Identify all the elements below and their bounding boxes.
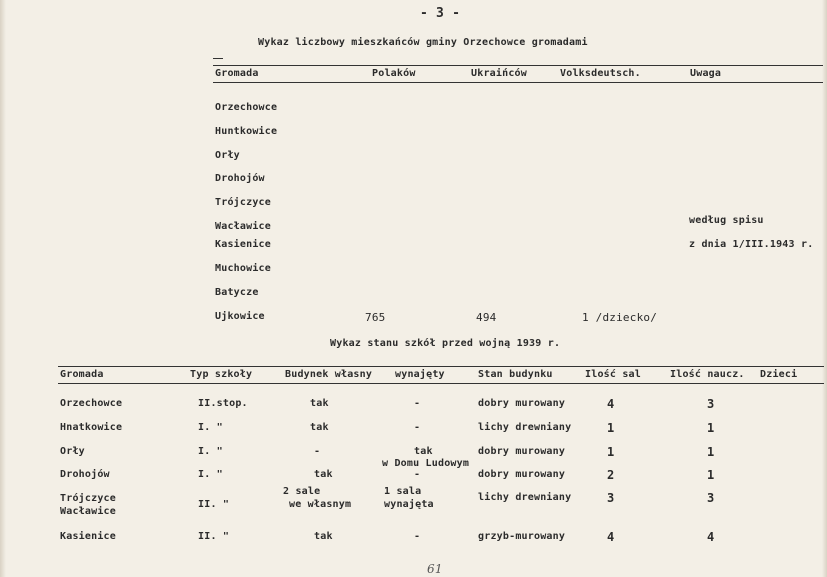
table2-header-wynajety: wynajęty — [395, 369, 445, 380]
table2-cell-stan: lichy drewniany — [478, 422, 572, 433]
paper-left-edge — [0, 0, 6, 577]
table1-row-gromada: Orzechowce — [215, 102, 278, 113]
table1-row-gromada: Orły — [215, 150, 240, 161]
table2-cell-sal: 2 — [607, 468, 615, 482]
table1-header-uwaga: Uwaga — [690, 68, 722, 79]
table2-cell-naucz: 3 — [707, 397, 715, 411]
table1-note-line2: z dnia 1/III.1943 r. — [689, 239, 814, 250]
table1-row-gromada: Huntkowice — [215, 126, 278, 137]
table2-cell-gromada: Orzechowce — [60, 398, 123, 409]
table1-row-gromada: Muchowice — [215, 263, 271, 274]
table2-cell-wynajety: 1 sala — [384, 486, 422, 497]
table2-cell-wlasny: tak — [314, 531, 333, 542]
table2-cell-typ: I. " — [198, 422, 223, 433]
table2-cell-wlasny: - — [314, 446, 321, 457]
table2-cell-gromada: Kasienice — [60, 531, 116, 542]
table1-title: Wykaz liczbowy mieszkańców gminy Orzechowce gromadami — [258, 37, 588, 48]
table2-cell-typ: II.stop. — [198, 398, 248, 409]
table2-cell-wynajety: - — [414, 531, 421, 542]
table1-row-gromada: Batycze — [215, 287, 259, 298]
table2-cell-wynajety-line2: wynajęta — [384, 499, 434, 510]
table2-cell-naucz: 1 — [707, 468, 715, 482]
table2-cell-naucz: 1 — [707, 421, 715, 435]
table1-total-polakow: 765 — [365, 311, 386, 324]
table2-header-gromada: Gromada — [60, 369, 104, 380]
paper-right-edge — [822, 0, 827, 577]
table2-cell-wynajety: - — [414, 398, 421, 409]
table2-cell-naucz: 1 — [707, 445, 715, 459]
table2-title: Wykaz stanu szkół przed wojną 1939 r. — [330, 338, 561, 349]
table2-cell-sal: 1 — [607, 421, 615, 435]
table2-cell-sal: 4 — [607, 397, 615, 411]
table2-cell-sal: 4 — [607, 530, 615, 544]
table1-total-volksdeutsch: 1 /dziecko/ — [582, 311, 658, 324]
table2-cell-gromada: Drohojów — [60, 469, 110, 480]
table2-cell-wlasny: 2 sale — [283, 486, 321, 497]
table2-header-wlasny: Budynek własny — [285, 369, 373, 380]
table2-cell-wynajety: tak — [414, 446, 433, 457]
table2-cell-stan: dobry murowany — [478, 446, 566, 457]
table2-cell-wynajety-line2: w Domu Ludowym — [382, 458, 470, 469]
table2-cell-wynajety: - — [414, 422, 421, 433]
table1-row-gromada: Drohojów — [215, 173, 265, 184]
table1-note-line1: według spisu — [689, 215, 764, 226]
table2-cell-wlasny-line2: we własnym — [289, 499, 352, 510]
handwritten-page-mark: 61 — [427, 562, 443, 576]
table2-cell-stan: dobry murowany — [478, 398, 566, 409]
table2-cell-wlasny: tak — [310, 422, 329, 433]
table2-header-rule — [58, 383, 824, 384]
table2-cell-typ: II. " — [198, 531, 230, 542]
table2-cell-typ: I. " — [198, 446, 223, 457]
table2-cell-gromada: Trójczyce — [60, 493, 116, 504]
table2-cell-stan: grzyb-murowany — [478, 531, 566, 542]
table2-cell-sal: 3 — [607, 491, 615, 505]
table2-cell-wlasny: tak — [314, 469, 333, 480]
table2-header-typ: Typ szkoły — [190, 369, 253, 380]
table1-short-dash — [213, 58, 223, 59]
table2-cell-naucz: 3 — [707, 491, 715, 505]
page-number: - 3 - — [420, 6, 461, 21]
table2-cell-gromada: Hnatkowice — [60, 422, 123, 433]
table1-total-ukraincow: 494 — [476, 311, 497, 324]
table1-row-gromada: Trójczyce — [215, 197, 271, 208]
table2-cell-typ: II. " — [198, 499, 230, 510]
table2-cell-naucz: 4 — [707, 530, 715, 544]
table2-top-rule — [58, 366, 824, 367]
table2-header-stan: Stan budynku — [478, 369, 553, 380]
table2-cell-gromada: Orły — [60, 446, 85, 457]
table2-cell-sal: 1 — [607, 445, 615, 459]
table1-header-volksdeutsch: Volksdeutsch. — [560, 68, 641, 79]
table2-header-naucz: Ilość naucz. — [670, 369, 745, 380]
table2-header-sal: Ilość sal — [585, 369, 641, 380]
table2-cell-typ: I. " — [198, 469, 223, 480]
table1-header-polakow: Polaków — [372, 68, 416, 79]
table1-row-gromada: Ujkowice — [215, 311, 265, 322]
table2-cell-stan: dobry murowany — [478, 469, 566, 480]
table1-top-rule — [213, 65, 823, 66]
table2-cell-wynajety: - — [414, 469, 421, 480]
table2-cell-gromada-line2: Wacławice — [60, 506, 116, 517]
table1-row-gromada: Kasienice — [215, 239, 271, 250]
table1-header-ukraincow: Ukraińców — [471, 68, 527, 79]
table2-header-dzieci: Dzieci — [760, 369, 798, 380]
table1-header-gromada: Gromada — [215, 68, 259, 79]
table1-row-gromada: Wacławice — [215, 221, 271, 232]
table1-header-rule — [213, 82, 823, 83]
table2-cell-wlasny: tak — [310, 398, 329, 409]
table2-cell-stan: lichy drewniany — [478, 492, 572, 503]
